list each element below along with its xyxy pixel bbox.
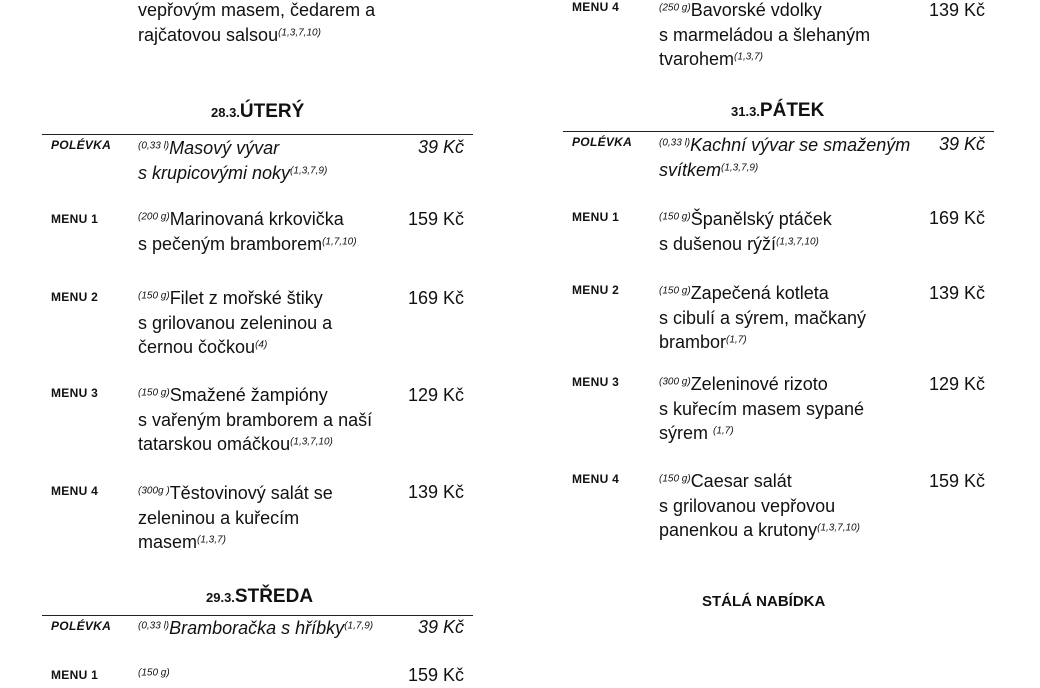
description-line bbox=[659, 469, 860, 494]
item-type: POLÉVKA bbox=[51, 619, 112, 633]
day-date: 28.3. bbox=[211, 105, 240, 120]
description-line bbox=[659, 518, 860, 543]
allergens: (1,3,7,9) bbox=[721, 162, 759, 173]
allergens: (1,7) bbox=[726, 334, 747, 346]
item-type: MENU 1 bbox=[51, 668, 99, 682]
description-text: svítkem bbox=[659, 159, 722, 180]
price: 169 Kč bbox=[407, 288, 464, 308]
description-line bbox=[659, 421, 864, 446]
description-line bbox=[138, 481, 333, 506]
item-type: MENU 1 bbox=[51, 212, 99, 226]
menu-item-description bbox=[659, 207, 832, 256]
description-line bbox=[659, 158, 910, 183]
day-heading-friday bbox=[731, 100, 824, 122]
description-line bbox=[138, 335, 332, 360]
menu-item-description bbox=[138, 383, 372, 457]
allergens: (1,3,7) bbox=[197, 534, 226, 546]
allergens: (1,7,9) bbox=[344, 620, 374, 632]
permanent-offer-title: STÁLÁ NABÍDKA bbox=[702, 593, 826, 610]
price: 139 Kč bbox=[407, 482, 464, 502]
description-text: tvarohem bbox=[659, 49, 735, 69]
day-heading-tuesday bbox=[211, 101, 304, 123]
description-text: s krupicovými noky bbox=[138, 162, 291, 183]
day-date: 31.3. bbox=[731, 104, 760, 119]
item-type: POLÉVKA bbox=[51, 138, 112, 152]
divider bbox=[563, 131, 994, 132]
description-text: s pečeným bramborem bbox=[138, 233, 323, 254]
description-line: s grilovanou vepřovou bbox=[659, 495, 836, 516]
price: 39 Kč bbox=[417, 617, 464, 637]
description-line bbox=[659, 47, 870, 72]
description-line: s vařeným bramborem a naší bbox=[138, 409, 373, 430]
menu-item-description bbox=[138, 616, 373, 641]
description-line: s cibulí a sýrem, mačkaný bbox=[659, 307, 867, 328]
item-type: MENU 2 bbox=[51, 290, 99, 304]
day-name: ÚTERÝ bbox=[239, 101, 305, 122]
description-line bbox=[138, 286, 332, 311]
allergens: (1,7) bbox=[713, 425, 734, 437]
allergens: (1,3,7,10) bbox=[817, 522, 860, 534]
price: 39 Kč bbox=[938, 134, 985, 154]
weight: (0,33 l) bbox=[138, 140, 170, 152]
weight: (150 g) bbox=[659, 211, 691, 223]
description-line: s marmeládou a šlehaným bbox=[659, 24, 871, 45]
allergens: (1,7,10) bbox=[322, 236, 357, 247]
divider bbox=[42, 134, 473, 135]
description-line bbox=[138, 207, 357, 232]
menu-item-description bbox=[659, 0, 870, 72]
description-line bbox=[138, 136, 327, 161]
price: 39 Kč bbox=[417, 137, 464, 157]
price: 139 Kč bbox=[928, 283, 985, 303]
item-type: POLÉVKA bbox=[572, 135, 633, 149]
menu-item-description bbox=[659, 469, 860, 543]
menu-item-description bbox=[138, 0, 375, 47]
description-line bbox=[659, 232, 832, 257]
description-text: Marinovaná krkovička bbox=[169, 209, 344, 229]
description-text: Zapečená kotleta bbox=[690, 283, 829, 303]
description-text: s dušenou rýží bbox=[659, 233, 777, 254]
description-line bbox=[138, 616, 373, 641]
description-text: černou čočkou bbox=[138, 337, 256, 357]
weight: (0,33 l) bbox=[659, 137, 691, 149]
price: 129 Kč bbox=[407, 385, 464, 405]
weight: (200 g) bbox=[138, 211, 170, 223]
description-text: tatarskou omáčkou bbox=[138, 434, 291, 454]
price: 159 Kč bbox=[407, 209, 464, 229]
item-type: MENU 4 bbox=[572, 472, 620, 486]
description-text: Caesar salát bbox=[690, 471, 792, 491]
description-line bbox=[138, 232, 357, 257]
menu-item-description bbox=[659, 372, 864, 446]
menu-item-description bbox=[138, 207, 357, 256]
allergens: (1,3,7,10) bbox=[776, 236, 819, 247]
description-line bbox=[659, 372, 864, 397]
description-line bbox=[138, 663, 170, 688]
description-text: panenkou a krutony bbox=[659, 520, 818, 540]
description-text: Španělský ptáček bbox=[690, 209, 832, 229]
description-text: brambor bbox=[659, 332, 727, 352]
description-line: zeleninou a kuřecím bbox=[138, 507, 300, 528]
description-line: vepřovým masem, čedarem a bbox=[138, 0, 376, 20]
item-type: MENU 2 bbox=[572, 283, 620, 297]
menu-item-description bbox=[659, 281, 866, 355]
price: 139 Kč bbox=[928, 0, 985, 20]
weight: (150 g) bbox=[659, 473, 691, 485]
description-line bbox=[138, 383, 372, 408]
description-text: Filet z mořské štiky bbox=[169, 288, 323, 308]
description-line: s grilovanou zeleninou a bbox=[138, 312, 333, 333]
description-text: rajčatovou salsou bbox=[138, 24, 279, 45]
description-text: Kachní vývar se smaženým bbox=[690, 135, 911, 155]
menu-item-description bbox=[138, 663, 170, 688]
weight: (150 g) bbox=[138, 667, 170, 679]
weight: (0,33 l) bbox=[138, 620, 170, 632]
item-type: MENU 3 bbox=[572, 375, 620, 389]
weight: (150 g) bbox=[659, 285, 691, 297]
weight: (300 g) bbox=[659, 376, 691, 388]
price: 159 Kč bbox=[928, 471, 985, 491]
day-heading-wednesday bbox=[206, 586, 313, 608]
weight: (150 g) bbox=[138, 290, 170, 302]
description-text: Těstovinový salát se bbox=[169, 483, 333, 503]
allergens: (4) bbox=[255, 339, 268, 351]
item-type: MENU 4 bbox=[572, 0, 620, 14]
day-date: 29.3. bbox=[206, 590, 235, 605]
description-text: Bramboračka s hříbky bbox=[169, 618, 345, 638]
day-name: STŘEDA bbox=[234, 586, 314, 607]
description-line bbox=[138, 432, 372, 457]
price: 159 Kč bbox=[407, 665, 464, 685]
description-text: Zeleninové rizoto bbox=[690, 374, 828, 394]
allergens: (1,3,7,10) bbox=[278, 27, 321, 38]
description-line bbox=[138, 161, 327, 186]
description-text: masem bbox=[138, 532, 198, 552]
item-type: MENU 1 bbox=[572, 210, 620, 224]
description-text: sýrem bbox=[659, 423, 713, 443]
description-line bbox=[138, 530, 333, 555]
description-line bbox=[659, 207, 832, 232]
allergens: (1,3,7,10) bbox=[290, 436, 333, 448]
description-text: Smažené žampióny bbox=[169, 385, 328, 405]
menu-item-description bbox=[138, 481, 333, 555]
menu-item-description bbox=[138, 136, 327, 185]
menu-item-description bbox=[138, 286, 332, 360]
price: 129 Kč bbox=[928, 374, 985, 394]
description-line bbox=[138, 23, 375, 48]
item-type: MENU 4 bbox=[51, 484, 99, 498]
description-line bbox=[659, 281, 866, 306]
item-type: MENU 3 bbox=[51, 386, 99, 400]
weight: (250 g) bbox=[659, 2, 691, 14]
weight: (150 g) bbox=[138, 387, 170, 399]
day-name: PÁTEK bbox=[759, 100, 825, 121]
weight: (300g ) bbox=[138, 485, 170, 497]
description-line bbox=[659, 0, 870, 23]
description-text: Masový vývar bbox=[169, 138, 280, 158]
description-line bbox=[659, 330, 866, 355]
description-line: s kuřecím masem sypané bbox=[659, 398, 865, 419]
description-text: Bavorské vdolky bbox=[690, 0, 822, 20]
allergens: (1,3,7,9) bbox=[290, 165, 328, 176]
allergens: (1,3,7) bbox=[734, 51, 763, 63]
price: 169 Kč bbox=[928, 208, 985, 228]
